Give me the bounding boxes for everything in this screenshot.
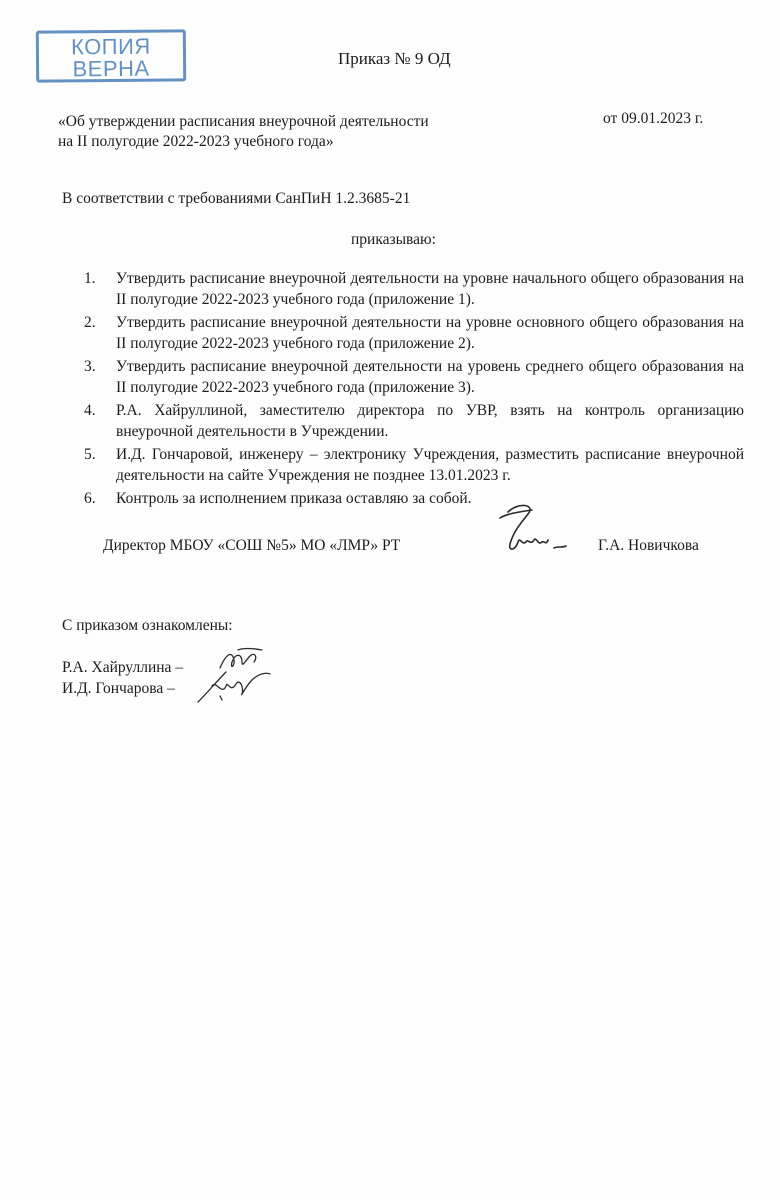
item-number: 4. bbox=[84, 402, 96, 419]
order-date: от 09.01.2023 г. bbox=[603, 110, 704, 127]
item-text: И.Д. Гончаровой, инженеру – электронику Учреждения, разместить расписание внеурочной деятельности на сайте Учреждения не позднее 13.01.2023 г. bbox=[116, 446, 744, 484]
director-title: Директор МБОУ «СОШ №5» МО «ЛМР» РТ bbox=[103, 537, 401, 554]
order-item bbox=[80, 400, 744, 442]
stamp-line-2: ВЕРНА bbox=[72, 55, 150, 82]
item-text: Р.А. Хайруллиной, заместителю директора по УВР, взять на контроль организацию внеурочной деятельности в Учреждении. bbox=[116, 402, 744, 440]
order-item bbox=[80, 312, 744, 354]
item-text: Утвердить расписание внеурочной деятельности на уровень среднего общего образования на II полугодие 2022-2023 учебного года (приложение 3). bbox=[116, 358, 744, 396]
order-item bbox=[80, 444, 744, 486]
acquainted-title: С приказом ознакомлены: bbox=[62, 617, 233, 634]
director-name: Г.А. Новичкова bbox=[598, 537, 699, 554]
acquainted-person: И.Д. Гончарова – bbox=[62, 680, 175, 697]
acquainted-list bbox=[62, 657, 183, 699]
orders-word: приказываю: bbox=[351, 231, 436, 248]
order-items-list bbox=[80, 268, 744, 511]
item-number: 3. bbox=[84, 358, 96, 375]
item-text: Утвердить расписание внеурочной деятельности на уровне начального общего образования на II полугодие 2022-2023 учебного года (приложение 1). bbox=[116, 270, 744, 308]
item-number: 5. bbox=[84, 446, 96, 463]
signature-goncharova bbox=[192, 666, 272, 706]
order-item bbox=[80, 268, 744, 310]
order-item bbox=[80, 356, 744, 398]
acquainted-person: Р.А. Хайруллина – bbox=[62, 659, 184, 676]
order-title: Приказ № 9 ОД bbox=[338, 49, 451, 68]
order-item bbox=[80, 488, 744, 509]
item-text: Контроль за исполнением приказа оставляю за собой. bbox=[116, 490, 472, 507]
subject-line-1: «Об утверждении расписания внеурочной деятельности bbox=[58, 113, 429, 130]
legal-basis: В соответствии с требованиями СанПиН 1.2.3685-21 bbox=[62, 190, 411, 207]
item-number: 2. bbox=[84, 314, 96, 331]
item-number: 6. bbox=[84, 490, 96, 507]
item-text: Утвердить расписание внеурочной деятельности на уровне основного общего образования на II полугодие 2022-2023 учебного года (приложение 2). bbox=[116, 314, 744, 352]
copy-certified-stamp bbox=[36, 29, 186, 82]
order-subject bbox=[58, 112, 429, 152]
director-signature bbox=[488, 500, 578, 570]
subject-line-2: на II полугодие 2022-2023 учебного года» bbox=[58, 133, 334, 150]
item-number: 1. bbox=[84, 270, 96, 287]
stamp-line-1: КОПИЯ bbox=[70, 33, 151, 60]
